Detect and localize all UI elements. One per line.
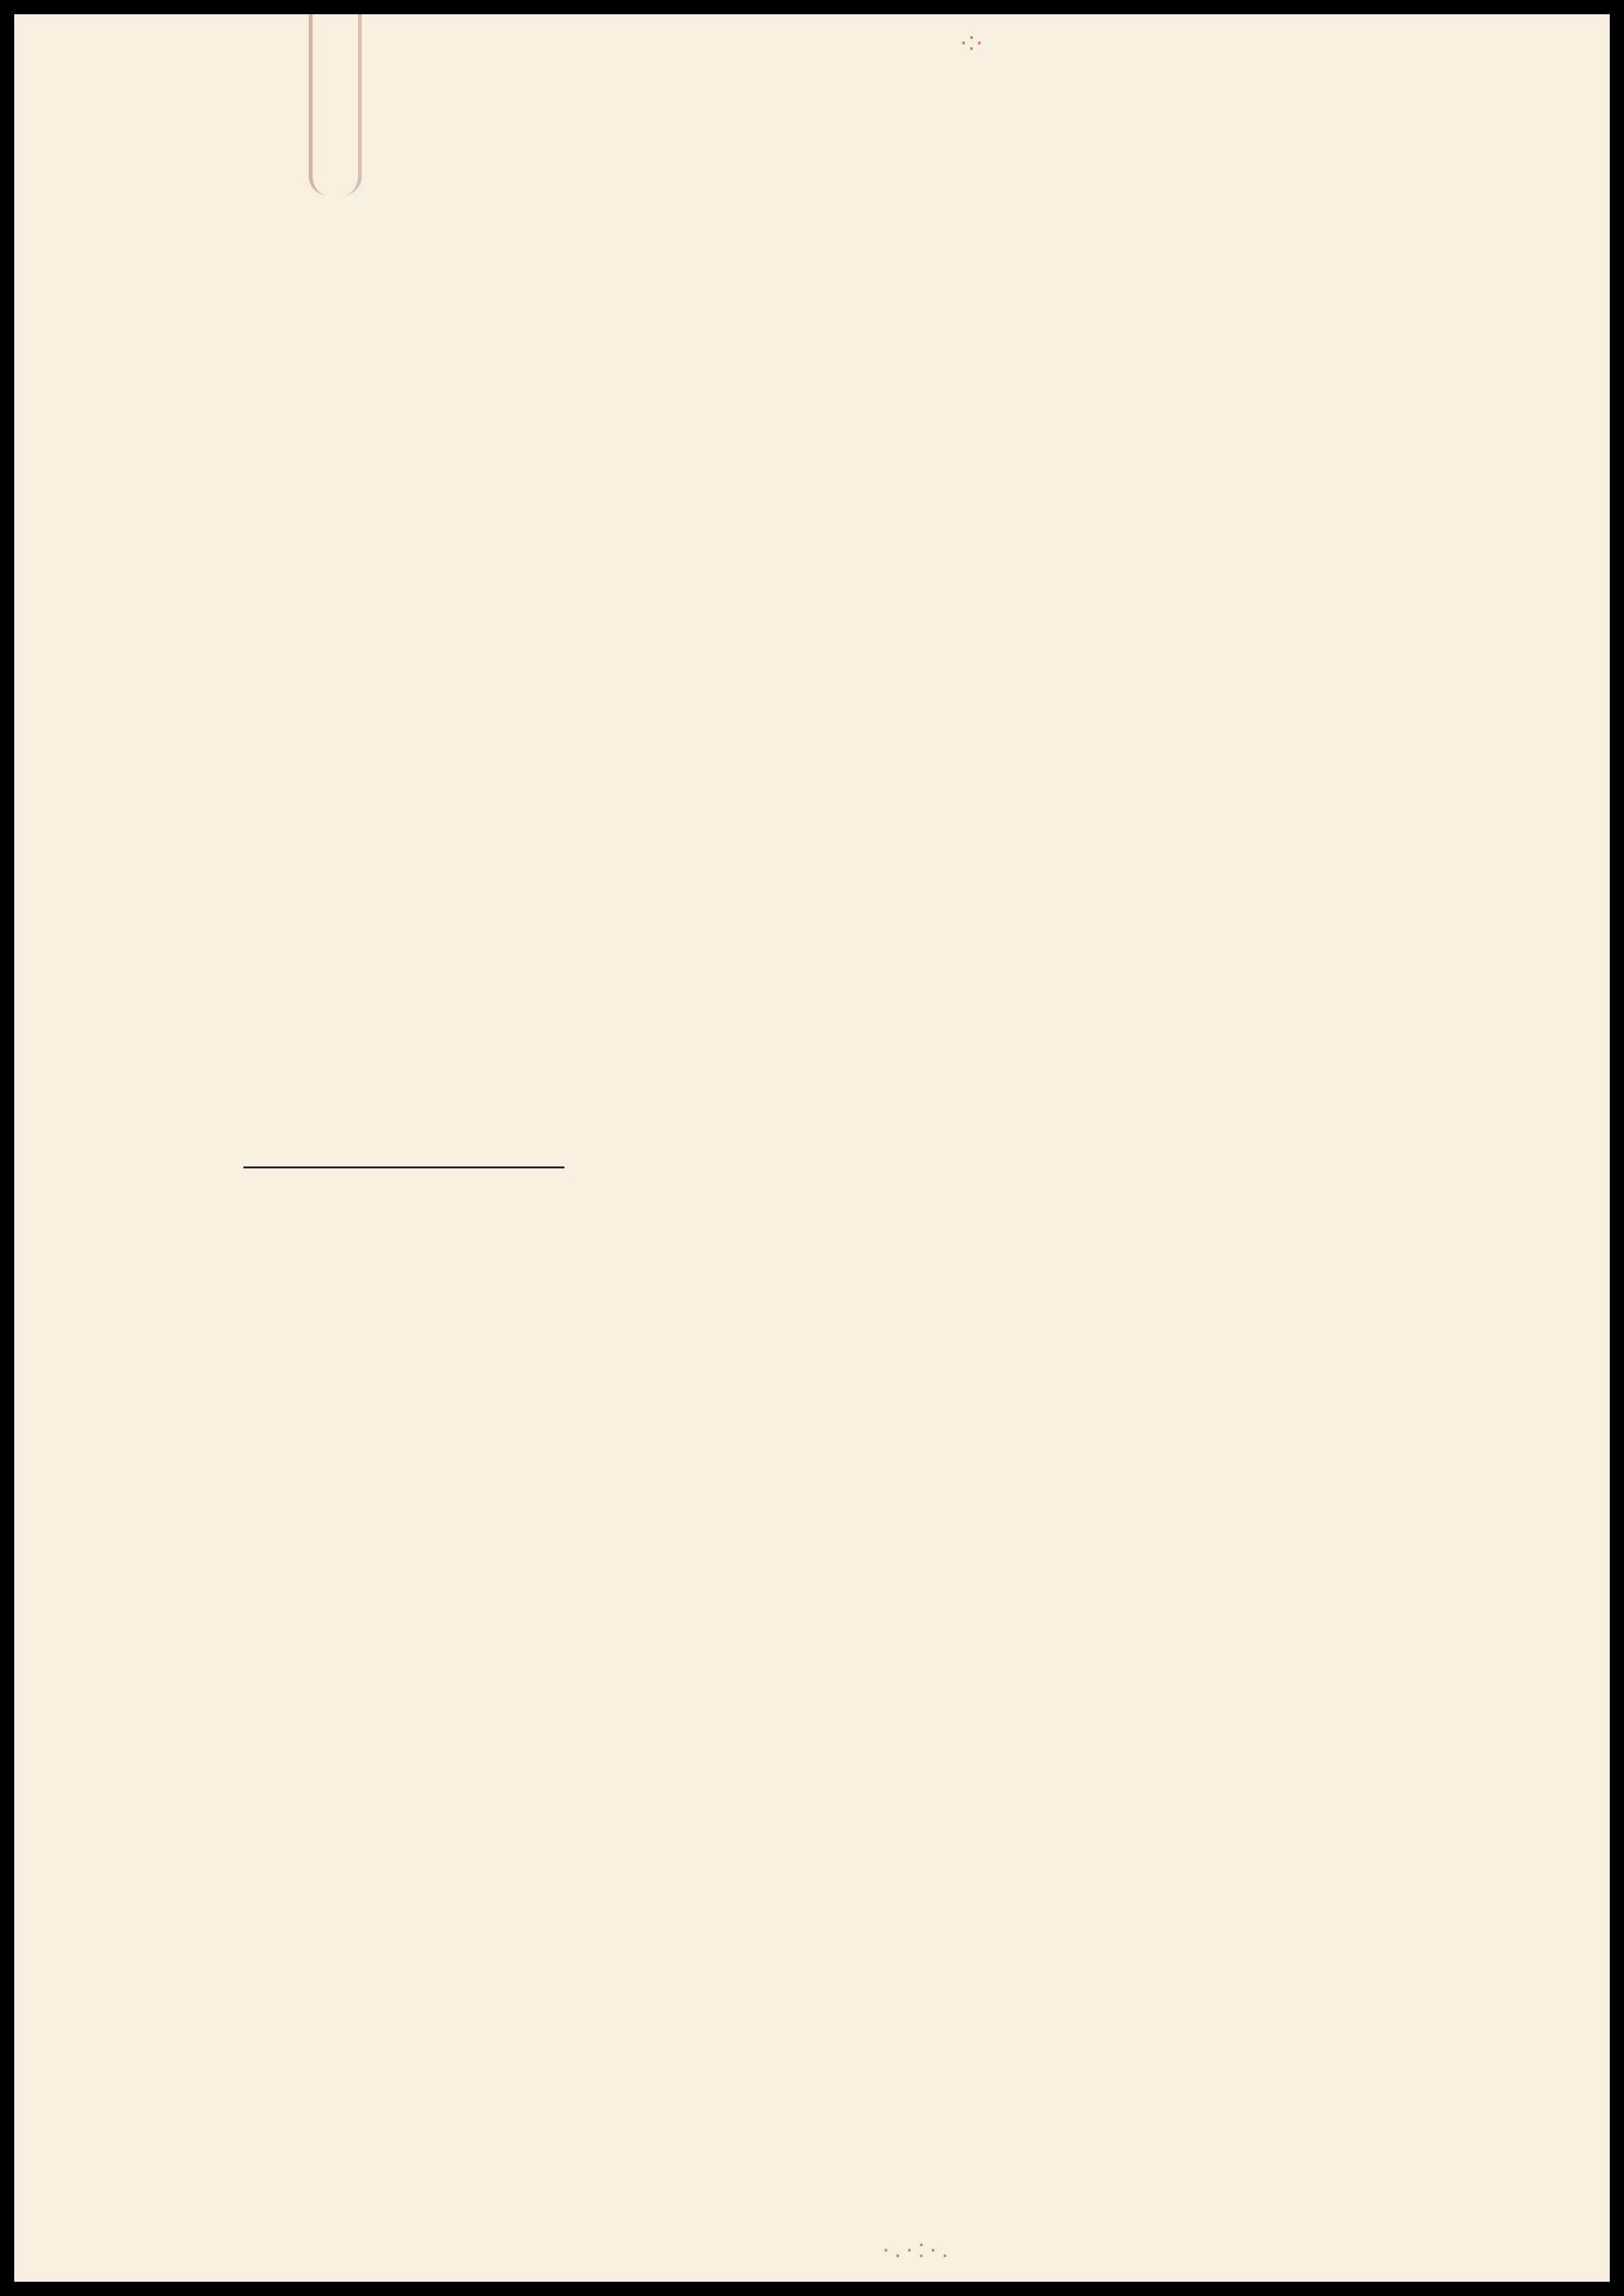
paper-stain [309,14,362,195]
paper-speckle: ·:· [959,27,984,56]
footnote-rule [243,1166,564,1168]
paper-speckle-bottom: ·.·:·. [882,2235,953,2263]
document-page [14,14,1610,2282]
